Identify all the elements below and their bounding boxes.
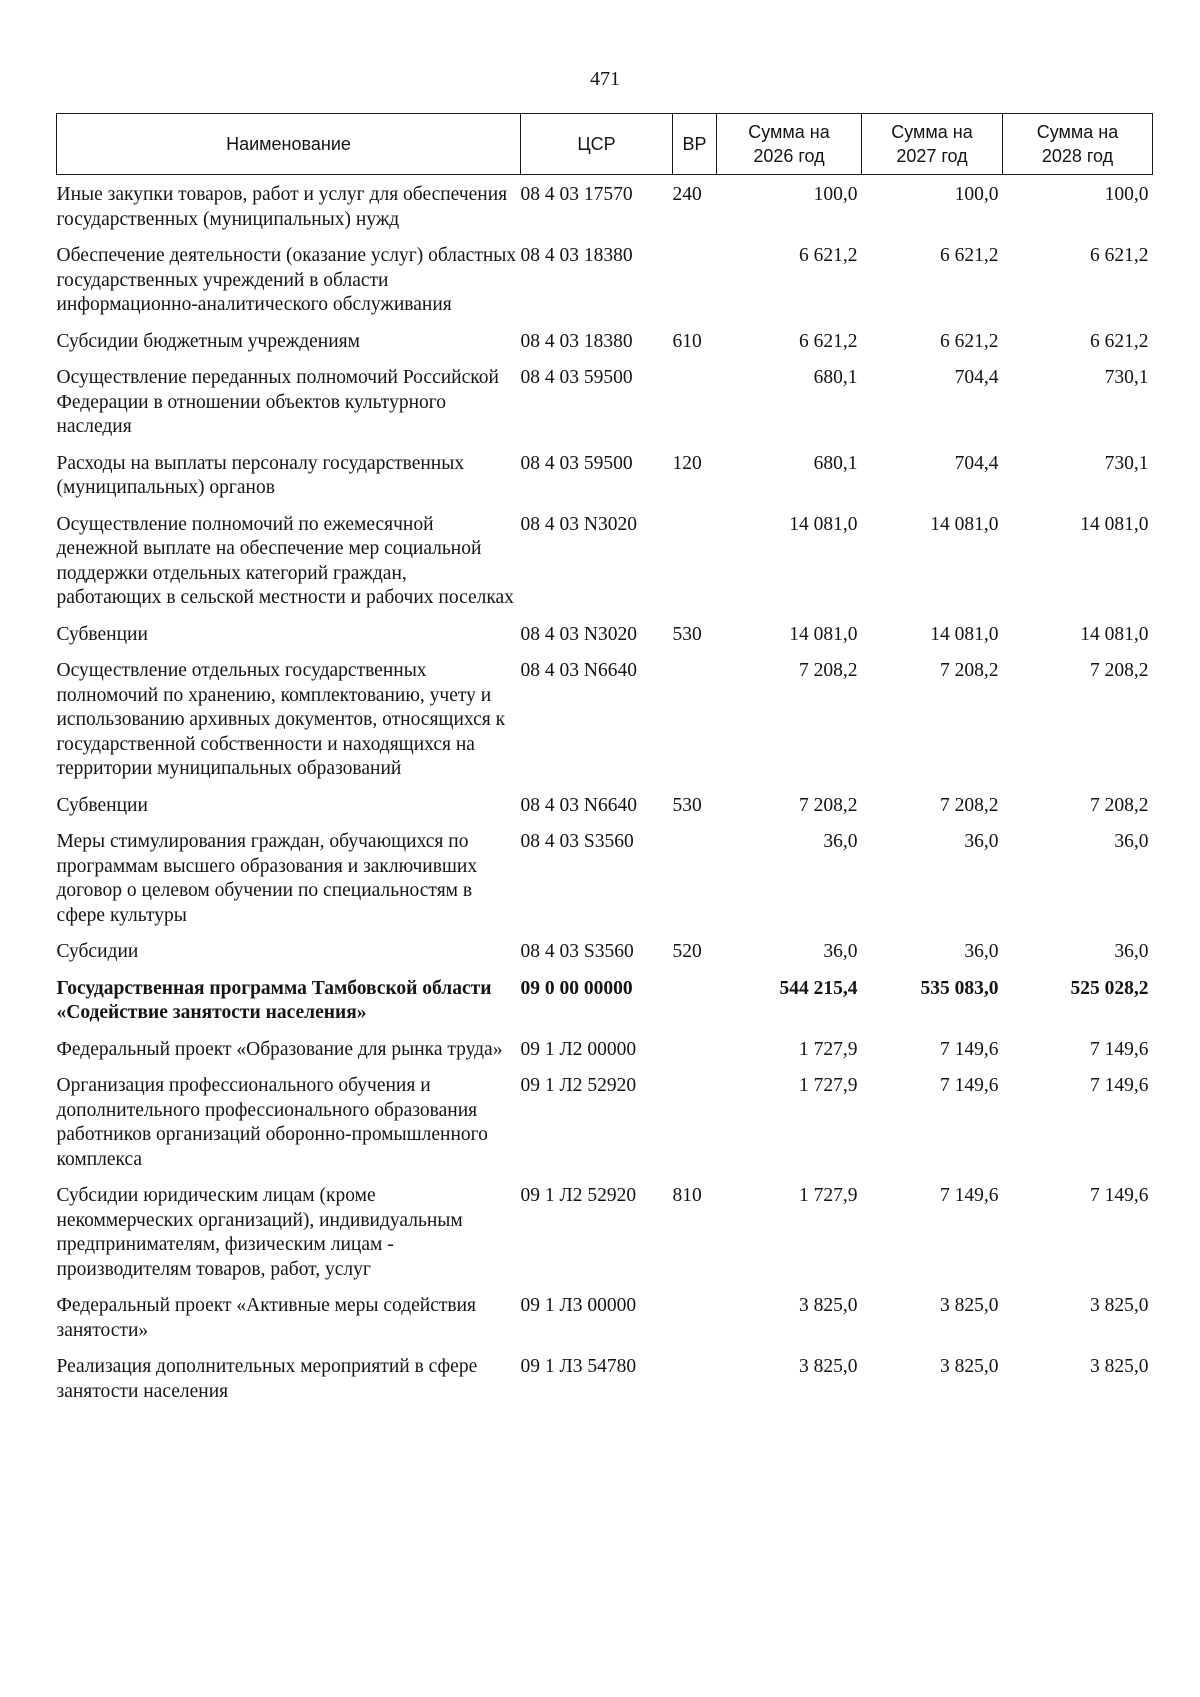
- header-sum-2026-line1: Сумма на: [748, 122, 830, 142]
- cell-csr: 09 1 Л2 52920: [520, 1075, 637, 1096]
- cell-sum-2028: 7 149,6: [1090, 1075, 1149, 1096]
- cell-sum-2028: 7 208,2: [1090, 660, 1149, 681]
- header-sum-2027-line2: 2027 год: [896, 146, 968, 166]
- cell-sum-2026: 1 727,9: [799, 1185, 858, 1206]
- cell-sum-2026: 3 825,0: [799, 1356, 858, 1377]
- table-row: [57, 934, 1153, 971]
- cell-csr: 08 4 03 N3020: [520, 513, 637, 535]
- cell-sum-2028: 100,0: [1104, 184, 1149, 205]
- cell-name: Субсидии юридическим лицам (кроме некоммерческих организаций), индивидуальным предпринимателям, физическим лицам - производителям товаров, работ, услуг: [56, 1185, 463, 1280]
- cell-sum-2028: 36,0: [1114, 831, 1149, 852]
- header-name: Наименование: [57, 114, 521, 175]
- cell-csr: 09 1 Л3 54780: [520, 1356, 637, 1377]
- cell-vr: [673, 824, 717, 934]
- cell-sum-2027: 704,4: [954, 452, 999, 474]
- table-row: [57, 360, 1153, 446]
- cell-sum-2027: 7 149,6: [940, 1038, 999, 1060]
- cell-sum-2026: 6 621,2: [799, 245, 858, 266]
- cell-sum-2026: 14 081,0: [789, 623, 858, 645]
- cell-sum-2026: 680,1: [813, 367, 858, 388]
- cell-sum-2028: 36,0: [1114, 941, 1149, 962]
- table-row: [57, 238, 1153, 324]
- cell-sum-2027: 704,4: [954, 367, 999, 388]
- cell-name: Субвенции: [56, 623, 148, 645]
- cell-vr: [673, 1032, 717, 1069]
- cell-vr: 610: [672, 330, 702, 352]
- cell-sum-2027: 36,0: [964, 831, 999, 852]
- cell-csr: 08 4 03 N6640: [520, 660, 637, 681]
- cell-sum-2028: 14 081,0: [1080, 513, 1149, 535]
- cell-vr: [673, 1349, 717, 1410]
- cell-csr: 09 1 Л2 00000: [520, 1038, 637, 1060]
- budget-table: [56, 113, 1153, 1410]
- cell-name: Федеральный проект «Активные меры содействия занятости»: [56, 1295, 477, 1341]
- table-row: [57, 1068, 1153, 1178]
- cell-sum-2028: 14 081,0: [1080, 623, 1149, 645]
- cell-name: Иные закупки товаров, работ и услуг для обеспечения государственных (муниципальных) нужд: [56, 184, 508, 230]
- cell-sum-2028: 3 825,0: [1090, 1295, 1149, 1316]
- table-row: [57, 1032, 1153, 1069]
- table-row: [57, 971, 1153, 1032]
- cell-csr: 08 4 03 18380: [520, 330, 633, 352]
- cell-sum-2028: 7 208,2: [1090, 794, 1149, 816]
- cell-vr: 810: [672, 1185, 702, 1206]
- cell-name: Осуществление полномочий по ежемесячной денежной выплате на обеспечение мер социальной поддержки отдельных категорий граждан, работающих в сельской местности и рабочих поселках: [56, 513, 514, 608]
- cell-csr: 08 4 03 59500: [520, 367, 633, 388]
- table-row: [57, 1288, 1153, 1349]
- cell-name: Осуществление переданных полномочий Российской Федерации в отношении объектов культурного наследия: [56, 367, 499, 437]
- table-header: [57, 114, 1153, 175]
- cell-csr: 09 1 Л3 00000: [520, 1295, 637, 1316]
- cell-sum-2027: 7 149,6: [940, 1185, 999, 1206]
- cell-sum-2026: 100,0: [813, 184, 858, 205]
- cell-sum-2026: 3 825,0: [799, 1295, 858, 1316]
- cell-csr: 08 4 03 59500: [520, 452, 633, 474]
- cell-sum-2027: 3 825,0: [940, 1356, 999, 1377]
- cell-name: Субвенции: [56, 794, 148, 816]
- table-row: [57, 788, 1153, 825]
- cell-name: Осуществление отдельных государственных полномочий по хранению, комплектованию, учету и использованию архивных документов, относящихся к государственной собственности и находящихся на территории муниципальных образований: [56, 660, 506, 779]
- cell-sum-2028: 730,1: [1104, 367, 1149, 388]
- cell-sum-2028: 3 825,0: [1090, 1356, 1149, 1377]
- header-vr: ВР: [673, 114, 717, 175]
- cell-vr: 520: [672, 941, 702, 962]
- table-row: [57, 175, 1153, 239]
- cell-csr: 09 0 00 00000: [520, 977, 633, 999]
- cell-name: Субсидии: [56, 941, 139, 962]
- page-number: 471: [590, 68, 620, 90]
- cell-csr: 08 4 03 S3560: [520, 941, 634, 962]
- cell-vr: 530: [672, 623, 702, 645]
- cell-sum-2027: 6 621,2: [940, 245, 999, 266]
- cell-sum-2026: 36,0: [823, 831, 858, 852]
- header-sum-2028-line2: 2028 год: [1041, 146, 1114, 166]
- cell-vr: [673, 1288, 717, 1349]
- cell-sum-2027: 7 149,6: [940, 1075, 999, 1096]
- cell-vr: 240: [672, 184, 702, 205]
- cell-sum-2028: 6 621,2: [1090, 330, 1149, 352]
- cell-name: Федеральный проект «Образование для рынка труда»: [56, 1038, 503, 1060]
- header-sum-2028-line1: Сумма на: [1036, 122, 1119, 142]
- cell-csr: 08 4 03 S3560: [520, 831, 634, 852]
- cell-name: Меры стимулирования граждан, обучающихся по программам высшего образования и заключивших договор о целевом обучении по специальностям в сфере культуры: [56, 831, 478, 926]
- header-sum-2026-line2: 2026 год: [753, 146, 825, 166]
- cell-sum-2026: 36,0: [823, 941, 858, 962]
- cell-sum-2026: 1 727,9: [799, 1075, 858, 1096]
- cell-vr: [673, 238, 717, 324]
- cell-vr: 120: [672, 452, 702, 474]
- cell-csr: 08 4 03 N3020: [520, 623, 637, 645]
- cell-sum-2027: 100,0: [954, 184, 999, 205]
- cell-name: Субсидии бюджетным учреждениям: [56, 330, 360, 352]
- cell-sum-2028: 7 149,6: [1090, 1185, 1149, 1206]
- cell-sum-2028: 7 149,6: [1090, 1038, 1149, 1060]
- cell-name: Реализация дополнительных мероприятий в сфере занятости населения: [56, 1356, 478, 1402]
- header-sum-2027-line1: Сумма на: [891, 122, 973, 142]
- cell-name: Расходы на выплаты персоналу государственных (муниципальных) органов: [56, 452, 465, 498]
- cell-sum-2026: 7 208,2: [799, 660, 858, 681]
- cell-vr: [673, 971, 717, 1032]
- cell-sum-2028: 525 028,2: [1070, 977, 1149, 999]
- cell-csr: 08 4 03 18380: [520, 245, 633, 266]
- header-sum-2028: [1003, 114, 1153, 175]
- cell-sum-2026: 6 621,2: [799, 330, 858, 352]
- cell-sum-2026: 544 215,4: [779, 977, 858, 999]
- cell-sum-2027: 36,0: [964, 941, 999, 962]
- cell-vr: 530: [672, 794, 702, 816]
- header-sum-2026: [717, 114, 862, 175]
- cell-sum-2026: 14 081,0: [789, 513, 858, 535]
- header-sum-2027: [862, 114, 1003, 175]
- table-row: [57, 324, 1153, 361]
- cell-csr: 09 1 Л2 52920: [520, 1185, 637, 1206]
- header-csr: ЦСР: [521, 114, 673, 175]
- table-row: [57, 507, 1153, 617]
- table-row: [57, 1178, 1153, 1288]
- cell-csr: 08 4 03 17570: [520, 184, 633, 205]
- cell-vr: [673, 507, 717, 617]
- table-row: [57, 617, 1153, 654]
- table-row: [57, 446, 1153, 507]
- cell-name: Обеспечение деятельности (оказание услуг) областных государственных учреждений в области информационно-аналитического обслуживания: [56, 245, 517, 315]
- cell-sum-2027: 3 825,0: [940, 1295, 999, 1316]
- cell-name: Государственная программа Тамбовской области «Содействие занятости населения»: [56, 977, 492, 1023]
- cell-sum-2026: 7 208,2: [799, 794, 858, 816]
- table-row: [57, 824, 1153, 934]
- cell-vr: [673, 1068, 717, 1178]
- cell-sum-2027: 6 621,2: [940, 330, 999, 352]
- cell-csr: 08 4 03 N6640: [520, 794, 637, 816]
- cell-sum-2027: 14 081,0: [930, 513, 999, 535]
- table-body: [57, 175, 1153, 1411]
- cell-sum-2028: 6 621,2: [1090, 245, 1149, 266]
- cell-sum-2027: 535 083,0: [920, 977, 999, 999]
- cell-sum-2026: 1 727,9: [799, 1038, 858, 1060]
- cell-name: Организация профессионального обучения и дополнительного профессионального образования работников организаций оборонно-промышленного комплекса: [56, 1075, 488, 1170]
- table-row: [57, 1349, 1153, 1410]
- table-row: [57, 653, 1153, 788]
- cell-sum-2027: 7 208,2: [940, 794, 999, 816]
- cell-sum-2026: 680,1: [813, 452, 858, 474]
- cell-vr: [673, 360, 717, 446]
- cell-sum-2028: 730,1: [1104, 452, 1149, 474]
- header-row: [57, 114, 1153, 175]
- cell-vr: [673, 653, 717, 788]
- cell-sum-2027: 7 208,2: [940, 660, 999, 681]
- cell-sum-2027: 14 081,0: [930, 623, 999, 645]
